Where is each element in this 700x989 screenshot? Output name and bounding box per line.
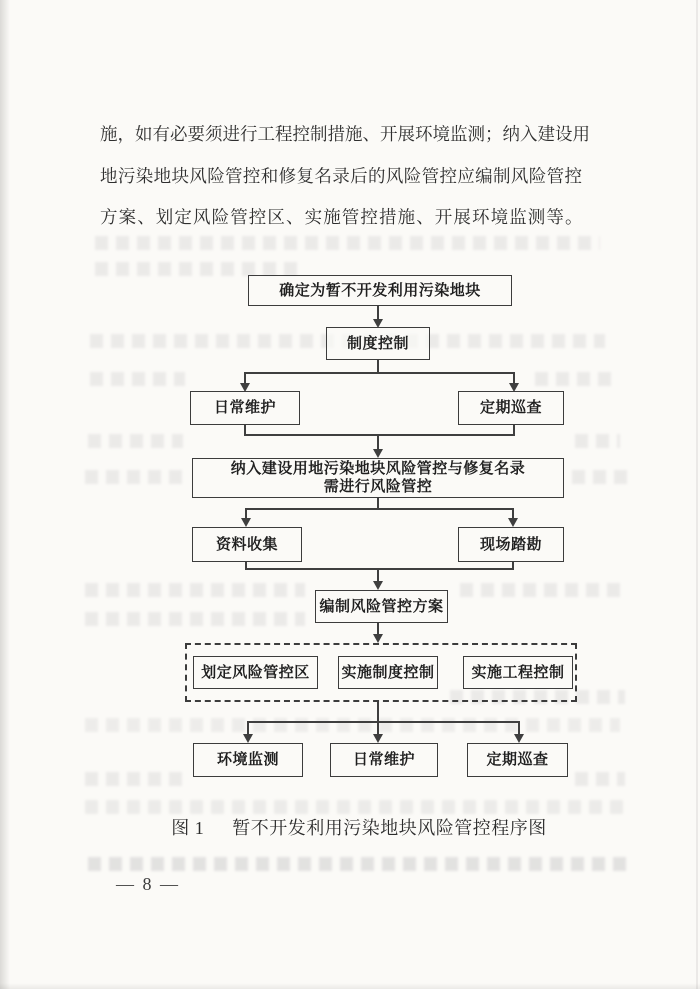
figure-label: 图 1 [171, 818, 205, 838]
connector-line [247, 721, 249, 734]
arrowhead-down-icon [373, 449, 383, 458]
flow-node-daily-maintenance-top: 日常维护 [190, 391, 300, 425]
bleed-through-artifact [85, 583, 305, 597]
bleed-through-artifact [85, 800, 625, 814]
bleed-through-artifact [572, 470, 627, 484]
arrowhead-down-icon [508, 518, 518, 527]
paragraph-line: 施，如有必要须进行工程控制措施、开展环境监测；纳入建设用 [100, 124, 590, 144]
flow-node-listing [192, 458, 564, 498]
flow-node-data-collection: 资料收集 [192, 527, 302, 562]
flow-node-listing-line1: 纳入建设用地污染地块风险管控与修复名录 [230, 460, 526, 477]
connector-line [245, 568, 514, 570]
body-paragraph [100, 114, 590, 239]
paragraph-line: 地污染地块风险管控和修复名录后的风险管控应编制风险管控 [100, 165, 582, 186]
connector-line [244, 434, 515, 436]
bleed-through-artifact [85, 612, 305, 626]
flow-node-implement-institutional-control: 实施制度控制 [338, 656, 438, 689]
flow-node-periodic-inspection-top: 定期巡查 [458, 391, 564, 425]
scan-edge-bottom-shadow [0, 983, 700, 989]
arrowhead-down-icon [373, 734, 383, 743]
connector-line [377, 434, 379, 450]
flow-node-start: 确定为暂不开发利用污染地块 [248, 275, 512, 306]
arrowhead-down-icon [243, 734, 253, 743]
connector-line [247, 721, 519, 723]
bleed-through-artifact [95, 262, 300, 276]
figure-caption [9, 814, 700, 840]
scan-edge-left-shadow [0, 0, 10, 989]
flow-node-periodic-inspection-bottom: 定期巡查 [467, 743, 568, 777]
bleed-through-artifact [88, 434, 183, 448]
scan-edge-right-line [696, 0, 698, 989]
bleed-through-artifact [85, 470, 185, 484]
connector-line [518, 721, 520, 734]
bleed-through-artifact [575, 434, 620, 448]
flow-node-daily-maintenance-bottom: 日常维护 [330, 743, 438, 777]
flow-node-listing-line2: 需进行风险管控 [323, 478, 433, 495]
bleed-through-artifact [575, 772, 625, 786]
arrowhead-down-icon [514, 734, 524, 743]
flow-node-institutional-control: 制度控制 [326, 327, 430, 360]
figure-title: 暂不开发利用污染地块风险管控程序图 [232, 818, 547, 838]
bleed-through-artifact [85, 772, 185, 786]
bleed-through-artifact [88, 857, 633, 871]
connector-line [245, 372, 515, 374]
arrowhead-down-icon [373, 634, 383, 643]
connector-line [245, 508, 514, 510]
flow-node-zone-delineation: 划定风险管控区 [193, 656, 318, 689]
bleed-through-artifact [460, 583, 620, 597]
arrowhead-down-icon [241, 518, 251, 527]
bleed-through-artifact [90, 372, 185, 386]
connector-line [377, 721, 379, 734]
arrowhead-down-icon [373, 581, 383, 590]
flow-node-environmental-monitoring: 环境监测 [193, 743, 303, 777]
paragraph-line: 方案、划定风险管控区、实施管控措施、开展环境监测等。 [100, 207, 584, 227]
connector-line [377, 306, 379, 320]
flow-node-site-survey: 现场踏勘 [458, 527, 564, 562]
flow-node-implement-engineering-control: 实施工程控制 [463, 656, 573, 689]
page-number: — 8 — [116, 874, 180, 894]
bleed-through-artifact [535, 372, 615, 386]
flow-node-plan-preparation: 编制风险管控方案 [315, 590, 448, 623]
connector-line [377, 702, 379, 723]
